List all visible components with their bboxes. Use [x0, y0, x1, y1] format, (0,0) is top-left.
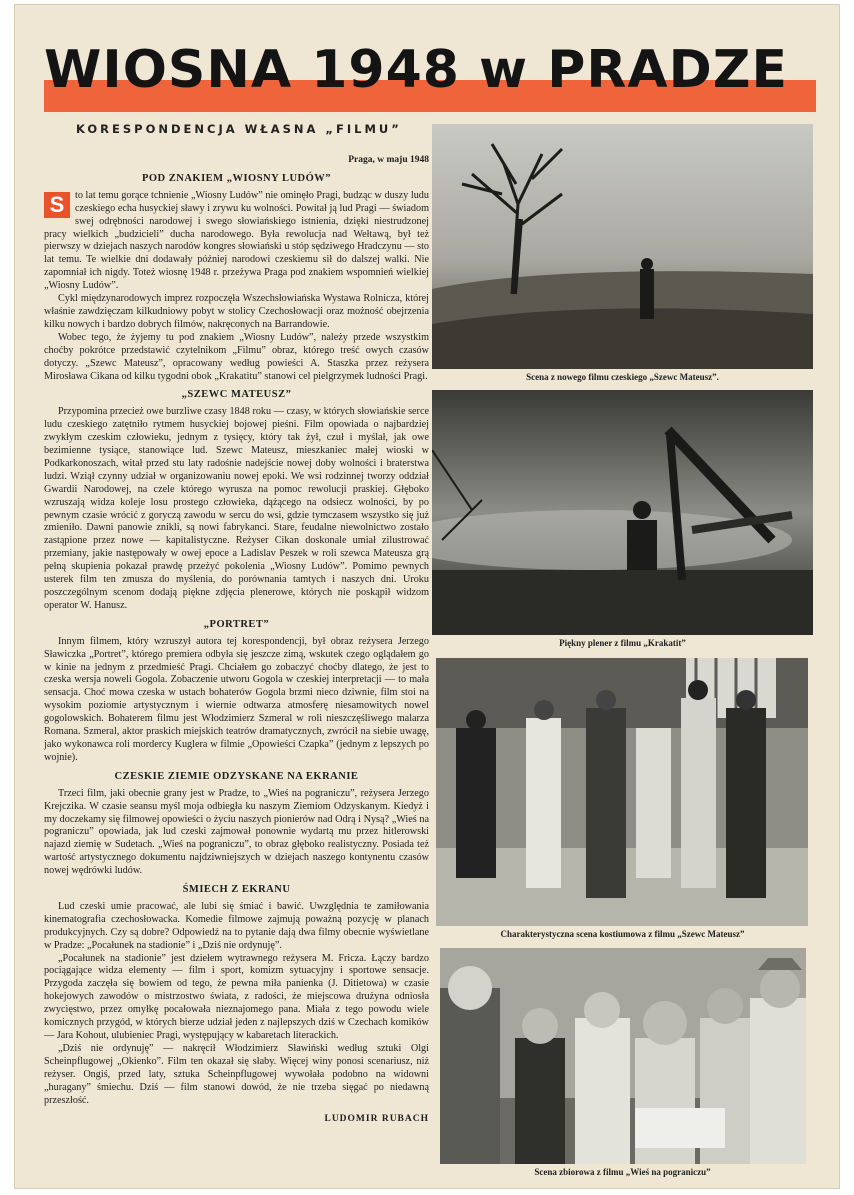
magazine-page [14, 4, 840, 1189]
section-heading: ŚMIECH Z EKRANU [182, 884, 291, 896]
photo-caption: Scena zbiorowa z filmu „Wieś na pograniczu” [534, 1167, 711, 1177]
photo-caption: Piękny plener z filmu „Krakatit” [559, 638, 686, 648]
author-signature: LUDOMIR RUBACH [324, 1114, 429, 1125]
photo-cross-plain [432, 390, 813, 635]
page-headline: WIOSNA 1948 w PRADZE [44, 40, 788, 100]
article-body [44, 154, 429, 1126]
paragraph: „Pocałunek na stadionie” jest dziełem wytrawnego reżysera M. Fricza. Łączy bardzo pociągające widza elementy — film i sport, komizm sytuacyjny i sportowe sensacje. Przygoda zaczęła się bowiem od tego, że pewna miła panienka (J. Ditietowa) w czasie hokejowych zawodów o mistrzostwo świata, z radości, że miejscowa drużyna odniosła zwycięstwo, przez omyłkę pocałowała nieznajomego pana. Miała z tego powodu wiele komicznych przygód, w których bierze udział jeden z najlepszych dziś w Czechach komików — Jara Kohout, ulubieniec Pragi, występujący w kabaretach literackich. [44, 952, 429, 1041]
paragraph: Trzeci film, jaki obecnie grany jest w Pradze, to „Wieś na pograniczu”, reżysera Jerzego Krejczika. W czasie seansu myśl moja odbiegła ku naszym Ziemiom Odzyskanym. Kiedyż i my doczekamy się filmowej opowieści o życiu naszych pionierów nad Odrą i Nysą? „Wieś na pograniczu” opowiada, jak lud czeski zajmował ponownie wydartą mu przez hitlerowski najazd ziemię w Sudetach. „Wieś na pograniczu”, to obraz głęboko realistyczny. Posiada też wartość artystycznego dokumentu najdziwniejszych w dziejach naszego kontynentu czasów nowej wędrówki ludów. [44, 787, 429, 877]
dateline: Praga, w maju 1948 [348, 155, 429, 165]
photo-caption: Scena z nowego filmu czeskiego „Szewc Mateusz”. [526, 372, 719, 382]
correspondent-line: KORESPONDENCJA WŁASNA „FILMU” [76, 122, 402, 136]
photo-costume-scene [436, 658, 808, 926]
paragraph: Cykl międzynarodowych imprez rozpoczęła Wszechsłowiańska Wystawa Rolnicza, której właśnie zawdzięczam kilkudniowy pobyt w stolicy Czechosłowacji oraz możność obejrzenia kilku nowych i bardzo dobrych filmów, nakręconych na Barrandowie. [44, 293, 429, 330]
photo-caption: Charakterystyczna scena kostiumowa z filmu „Szewc Mateusz” [500, 929, 745, 939]
paragraph: Wobec tego, że żyjemy tu pod znakiem „Wiosny Ludów”, należy przede wszystkim choćby pokrótce przedstawić czytelnikom „Filmu” obraz, którego treść owych czasów dotyczy. „Szewc Mateusz”, opracowany według powieści A. Staszka przez reżysera Mirosława Cikana od kilku tygodni obok „Krakatitu” stanowi cel pielgrzymek ludności Pragi. [44, 331, 429, 382]
paragraph: Przypomina przecież owe burzliwe czasy 1848 roku — czasy, w których słowiańskie serce ludu czeskiego zatętniło rytmem husyckiej bojowej pieśni. Film opowiada o najbardziej zwykłym czeskim człowieku, jednym z tysięcy, który tak żył, czuł i myślał, jak owe bezimienne tysiące, stanowiące lud. Szewc Mateusz, mieszkaniec małej wioski w Podkarkonoszach, witał przed stu laty radośnie nadejście nowej doby wolności i braterstwa ludzi. Wziął czynny udział w organizowaniu nowej epoki. We wsi rodzinnej tworzy oddział Gwardii Narodowej, na czele którego wyrusza na pomoc rewolucji praskiej. Głęboko wzruszają widza koleje losu prostego człowieka, dążącego na odsiecz wolności, by po pewnym czasie wrócić z goryczą zawodu w sercu do wsi, gdzie tymczasem wszystko się już zmieniło. Dawni panowie znikli, są nowi fabrykanci. Stare, feudalne niewolnictwo zostało zastąpione przez nowe — kapitalistyczne. Reżyser Cikan doskonale umiał zilustrować przemiany, jakie następowały w owej epoce a Ladislav Peszek w roli szewca Mateusza grą pełną skupienia pokazał prawdę przeżyć pokolenia „Wiosny Ludów”. Pomimo pewnych usterek film ten zmusza do myślenia, do porównania tamtych i naszych dni. Uroku poszczególnym scenom dodają piękne zdjęcia plenerowe, których nie poskąpił widzom operator W. Hanusz. [44, 406, 429, 611]
section-heading: „SZEWC MATEUSZ” [181, 389, 292, 401]
photo-tree-landscape [432, 124, 813, 369]
section-heading: „PORTRET” [203, 618, 270, 630]
paragraph: „Dziś nie ordynuję” — nakręcił Włodzimierz Sławiński według sztuki Olgi Scheinpflugowej „Okienko”. Film ten okazał się słaby. Więcej winy ponosi scenariusz, niż reżyser. Ongiś, przed laty, sztuka Scheinpflugowej wywołała podobno na widowni „huragany” śmiechu. Dziś — film stanowi dowód, że nie trzeba sięgać po niedawną przeszłość. [44, 1042, 429, 1106]
paragraph: Innym filmem, który wzruszył autora tej korespondencji, był obraz reżysera Jerzego Sławiczka „Portret”, którego premiera odbyła się jeszcze zimą, wskutek czego oglądałem go w kinie na jednym z przedmieść Pragi. Chciałem go zobaczyć choćby dlatego, że jest to czeska wersja noweli Gogola. Zobaczenie utworu Gogola w czeskiej interpretacji — to mała sensacja. Choć mowa czeska w ustach bohaterów Gogola brzmi nieco dziwnie, film stoi na wysokim poziomie artystycznym i wiernie odtwarza atmosferę niesamowitych nowel gogolowskich. Bohaterem filmu jest Włodzimierz Szmeral w roli nieszczęśliwego malarza Romana. Szmeral, aktor praskich miejskich teatrów dramatycznych, zwrócił na siebie uwagę, jako wykonawca roli mordercy Kuglera w filmie „Opowieści Czapka” (jednym z lepszych po wojnie). [44, 635, 429, 763]
dropcap-letter: S [44, 192, 70, 218]
section-heading: CZESKIE ZIEMIE ODZYSKANE NA EKRANIE [114, 770, 359, 782]
paragraph: S to lat temu gorące tchnienie „Wiosny Ludów” nie ominęło Pragi, budząc w duszy ludu czeskiego echa husyckiej sławy i zrywu ku wolności. Powitał ją lud Pragi — świadom swej odrębności narodowej i swego słowiańskiego istnienia, dzięki niestrudzonej pracy wielkich „budzicieli” ducha narodowego. Była rewolucja nad Wełtawą, był też pierwszy w dziejach naszych narodów kongres słowiański u stóp sędziwego Hradczynu — sto lat temu. Te wielkie dni dodawały później narodowi czeskiemu sił do dalszej walki. Nie zapomniał ich nigdy. Toteż wiosnę 1948 r. przeżywa Praga pod znakiem wspomnień wielkiej „Wiosny Ludów”. [44, 189, 429, 292]
photo-group-scene [440, 948, 806, 1164]
paragraph: Lud czeski umie pracować, ale lubi się śmiać i bawić. Uwzględnia te zamiłowania kinematografia czechosłowacka. Komedie filmowe zajmują poważną pozycję w planach produkcyjnych. Czy są dobre? Odpowiedź na to pytanie dają dwa filmy obecnie wyświetlane w Pradze: „Pocałunek na stadionie” i „Dziś nie ordynuję”. [44, 900, 429, 951]
section-heading: POD ZNAKIEM „WIOSNY LUDÓW” [141, 172, 332, 184]
